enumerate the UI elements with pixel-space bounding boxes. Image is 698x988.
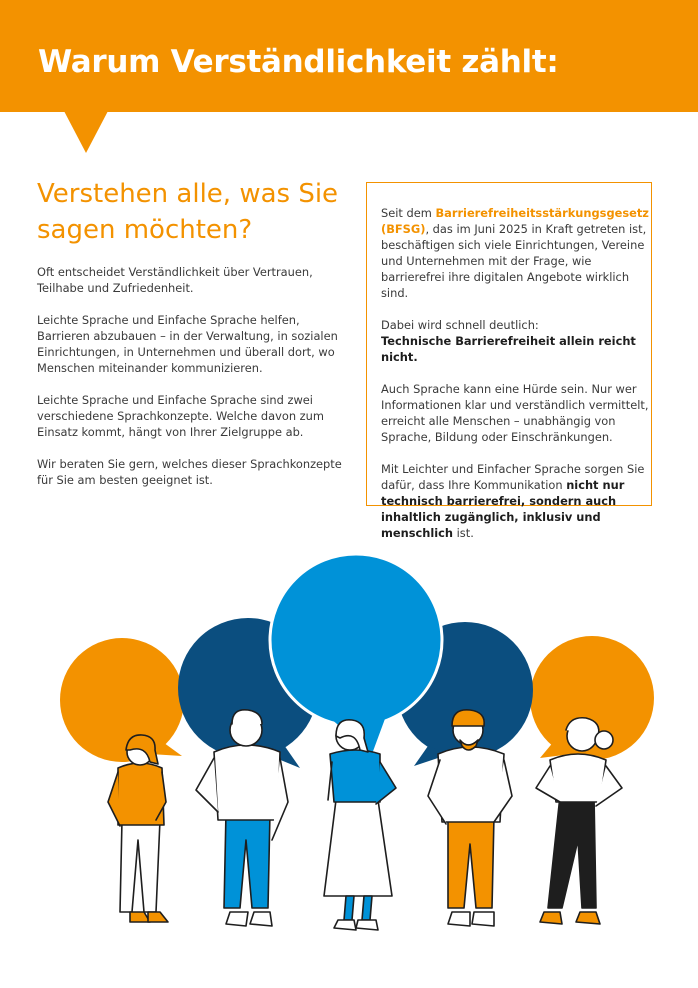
- info-p2-bold: Technische Barrierefreiheit allein reicht nicht.: [381, 334, 636, 364]
- info-paragraph-1: [381, 205, 651, 301]
- info-p1-text-b: , das im Juni 2025 in Kraft getreten ist, beschäftigen sich viele Einrichtungen, Vereine und Unternehmen mit der Frage, wie barrierefrei ihre digitalen Angebote wirklich sind.: [381, 222, 647, 300]
- info-p4-text-a: Mit Leichter und Einfacher Sprache sorgen Sie dafür, dass Ihre Kommunikation: [381, 462, 645, 492]
- intro-paragraph-3: Leichte Sprache und Einfache Sprache sind zwei verschiedene Sprachkonzepte. Welche davon zum Einsatz kommt, hängt von Ihrer Zielgruppe ab.: [37, 393, 324, 439]
- person-woman-white-skirt: [324, 720, 396, 930]
- intro-text: [37, 264, 347, 504]
- info-p1-text-a: Seit dem: [381, 206, 436, 220]
- bfsg-highlight: Barrierefreiheitsstärkungsgesetz (BFSG): [381, 206, 649, 236]
- page-title: Warum Verständlichkeit zählt:: [38, 44, 559, 80]
- info-p2-text: Dabei wird schnell deutlich:: [381, 318, 539, 332]
- info-p4-bold: nicht nur technisch barrierefrei, sondern auch inhaltlich zugänglich, inklusiv und menschlich: [381, 478, 625, 540]
- info-paragraph-4: [381, 461, 651, 541]
- intro-paragraph-4: Wir beraten Sie gern, welches dieser Sprachkonzepte für Sie am besten geeignet ist.: [37, 457, 342, 487]
- intro-paragraph-2: Leichte Sprache und Einfache Sprache helfen, Barrieren abzubauen – in der Verwaltung, in sozialen Einrichtungen, in Unternehmen und überall dort, wo Menschen miteinander kommunizieren.: [37, 313, 338, 375]
- info-p4-text-b: ist.: [453, 526, 474, 540]
- bfsg-info-box: [366, 182, 652, 540]
- info-paragraph-3: Auch Sprache kann eine Hürde sein. Nur wer Informationen klar und verständlich vermittelt, erreicht alle Menschen – unabhängig von Sprache, Bildung oder Einschränkungen.: [381, 382, 649, 444]
- person-orange-sweater: [108, 735, 168, 922]
- banner-pointer: [64, 111, 108, 153]
- title-banner: [0, 0, 698, 112]
- speech-bubble-left-orange: [60, 638, 184, 762]
- people-speech-bubbles-illustration: [0, 540, 698, 960]
- intro-paragraph-1: Oft entscheidet Verständlichkeit über Vertrauen, Teilhabe und Zufriedenheit.: [37, 265, 313, 295]
- section-heading: Verstehen alle, was Sie sagen möchten?: [37, 179, 339, 245]
- info-paragraph-2: [381, 317, 651, 365]
